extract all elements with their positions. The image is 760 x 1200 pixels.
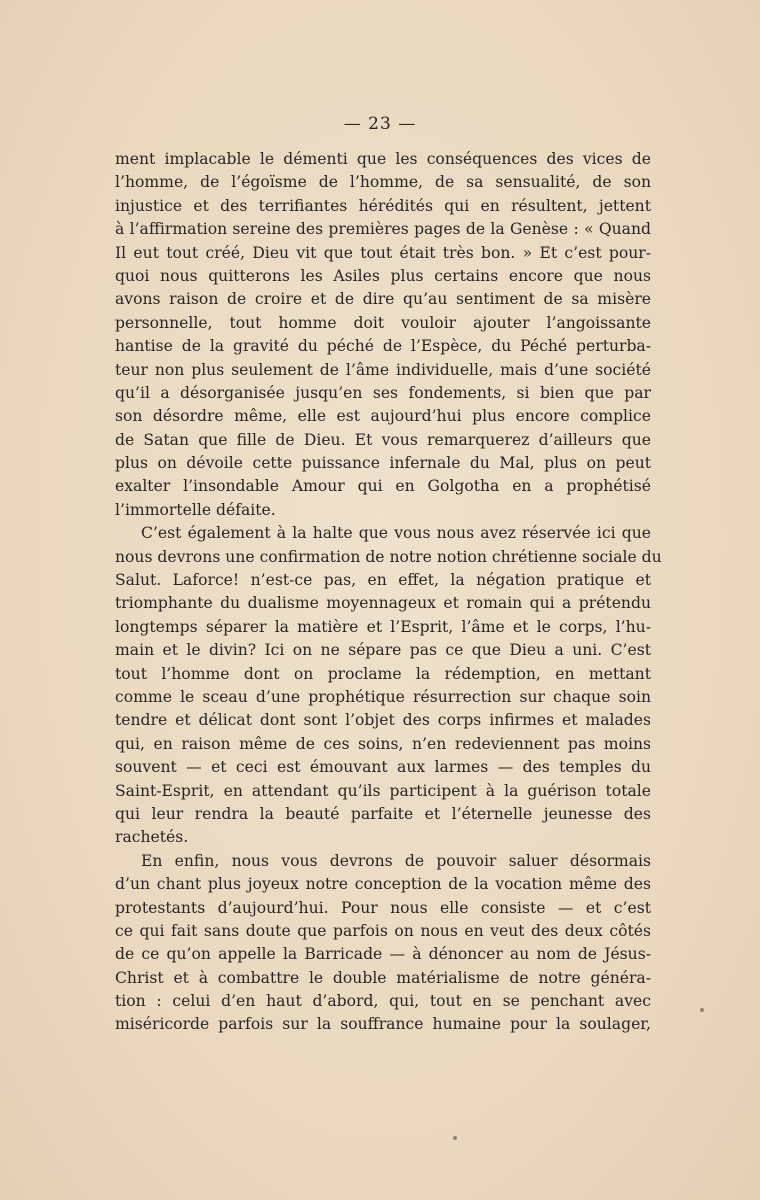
text-line: de ce qu’on appelle la Barricade — à dénoncer au nom de Jésus-	[115, 945, 651, 964]
text-line: injustice et des terrifiantes hérédités qui en résultent, jettent	[115, 196, 651, 215]
text-line: tendre et délicat dont sont l’objet des corps infirmes et malades	[115, 711, 651, 730]
text-line: qu’il a désorganisée jusqu’en ses fondements, si bien que par	[115, 383, 651, 402]
body-text	[115, 148, 662, 1037]
text-line: Il eut tout créé, Dieu vit que tout était très bon. » Et c’est pour-	[115, 243, 651, 262]
text-line: tout l’homme dont on proclame la rédemption, en mettant	[115, 664, 651, 683]
text-line: comme le sceau d’une prophétique résurrection sur chaque soin	[115, 687, 651, 706]
text-line: avons raison de croire et de dire qu’au sentiment de sa misère	[115, 290, 651, 309]
text-line: qui leur rendra la beauté parfaite et l’éternelle jeunesse des	[115, 804, 651, 823]
text-line: d’un chant plus joyeux notre conception de la vocation même des	[115, 875, 651, 894]
text-line: Salut. Laforce! n’est-ce pas, en effet, la négation pratique et	[115, 571, 651, 590]
page-number: — 23 —	[343, 114, 417, 134]
text-line: nous devrons une confirmation de notre notion chrétienne sociale du	[115, 547, 662, 566]
text-line: En enfin, nous vous devrons de pouvoir saluer désormais	[141, 851, 651, 870]
text-line: qui, en raison même de ces soins, n’en redeviennent pas moins	[115, 734, 651, 753]
paper-speck	[453, 1136, 457, 1140]
text-line: protestants d’aujourd’hui. Pour nous elle consiste — et c’est	[115, 898, 651, 917]
text-line: son désordre même, elle est aujourd’hui plus encore complice	[115, 407, 651, 426]
text-line: personnelle, tout homme doit vouloir ajouter l’angoissante	[115, 313, 651, 332]
text-line: à l’affirmation sereine des premières pages de la Genèse : « Quand	[115, 220, 651, 239]
text-line: l’immortelle défaite.	[115, 500, 276, 519]
text-line: teur non plus seulement de l’âme individuelle, mais d’une société	[115, 360, 651, 379]
text-line: ce qui fait sans doute que parfois on nous en veut des deux côtés	[115, 921, 651, 940]
text-line: exalter l’insondable Amour qui en Golgotha en a prophétisé	[115, 477, 651, 496]
text-line: Christ et à combattre le double matérialisme de notre généra-	[115, 968, 651, 987]
text-line: C’est également à la halte que vous nous avez réservée ici que	[141, 524, 651, 543]
text-line: ment implacable le démenti que les conséquences des vices de	[115, 150, 651, 168]
paper-speck	[700, 1008, 704, 1012]
text-line: souvent — et ceci est émouvant aux larmes — des temples du	[115, 758, 651, 777]
text-line: quoi nous quitterons les Asiles plus certains encore que nous	[115, 266, 651, 285]
text-line: tion : celui d’en haut d’abord, qui, tout en se penchant avec	[115, 992, 651, 1011]
text-line: hantise de la gravité du péché de l’Espèce, du Péché perturba-	[115, 337, 651, 356]
text-line: de Satan que fille de Dieu. Et vous remarquerez d’ailleurs que	[115, 430, 651, 449]
text-line: main et le divin? Ici on ne sépare pas ce que Dieu a uni. C’est	[115, 641, 651, 660]
text-line: longtemps séparer la matière et l’Esprit, l’âme et le corps, l’hu-	[115, 617, 651, 636]
text-line: l’homme, de l’égoïsme de l’homme, de sa sensualité, de son	[115, 173, 651, 192]
text-line: rachetés.	[115, 828, 189, 847]
text-line: Saint-Esprit, en attendant qu’ils participent à la guérison totale	[115, 781, 651, 800]
text-line: plus on dévoile cette puissance infernale du Mal, plus on peut	[115, 454, 651, 473]
text-line: miséricorde parfois sur la souffrance humaine pour la soulager,	[115, 1015, 651, 1034]
text-line: triomphante du dualisme moyennageux et romain qui a prétendu	[115, 594, 651, 613]
